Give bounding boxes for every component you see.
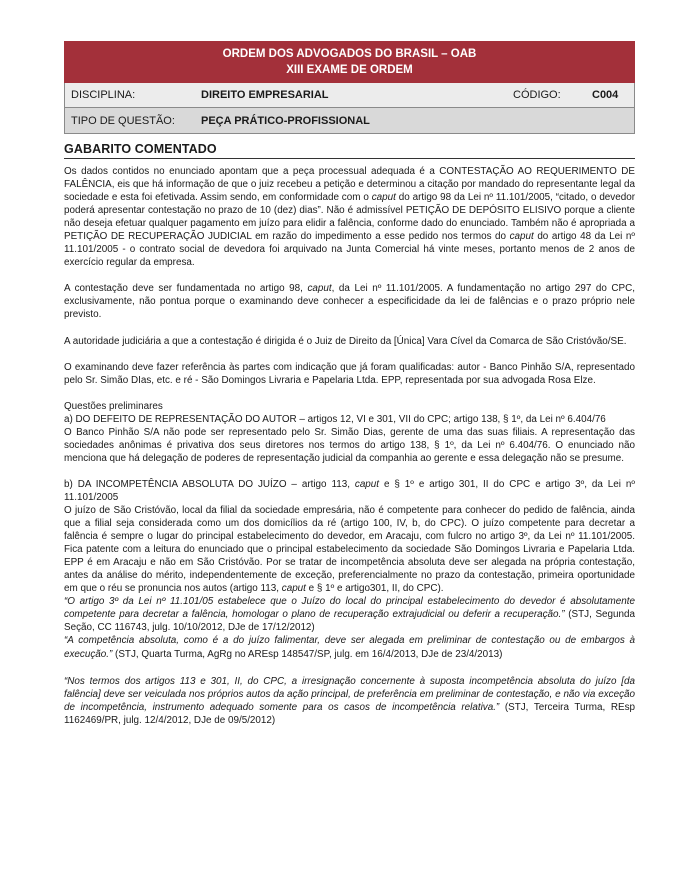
header-exam: XIII EXAME DE ORDEM <box>286 64 413 76</box>
preliminaries-title: Questões preliminares <box>64 400 163 412</box>
question-type-row <box>64 108 635 134</box>
paragraph-piece: Os dados contidos no enunciado apontam que a peça processual adequada é a CONTESTAÇÃO AO REQUERIMENTO DE FALÊNCIA, eis que há informação de que o juiz recebeu a petição e determinou a citação por mandado do representante legal da sociedade e esta foi efetivada. Assim sendo, em conformidade com o caput do artigo 98 da Lei nº 11.101/2005, “citado, o devedor poderá apresentar contestação no prazo de 10 (dez) dias”. Não é admissível PETIÇÃO DE DEPÓSITO ELISIVO porque a cliente não deseja efetuar qualquer pagamento em juízo para elidir a falência, conforme dado do enunciado. Também não é apropriada a PETIÇÃO DE RECUPERAÇÃO JUDICIAL em razão do impedimento a esse pedido nos termos do caput do artigo 48 da Lei nº 11.101/2005 - o contrato social de devedora foi arquivado na Junta Comercial há vinte meses, portanto menos de 2 anos de exercício regular da empresa. <box>64 166 635 269</box>
discipline-row <box>64 83 635 108</box>
quote-2: “A competência absoluta, como é a do juízo falimentar, deve ser alegada em preliminar de contestação ou de embargos à execução.” (STJ, Quarta Turma, AgRg no AREsp 148547/SP, julg. em 16/4/2013, DJe de 23/4/2013) <box>64 635 635 660</box>
question-type-value: PEÇA PRÁTICO-PROFISSIONAL <box>201 114 370 127</box>
preliminary-a-title: a) DO DEFEITO DE REPRESENTAÇÃO DO AUTOR – artigos 12, VI e 301, VII do CPC; artigo 138, § 1º, da Lei nº 6.404/76 <box>64 413 606 425</box>
exam-sheet <box>64 41 635 727</box>
header-org: ORDEM DOS ADVOGADOS DO BRASIL – OAB <box>222 48 477 60</box>
preliminary-b-text: O juízo de São Cristóvão, local da filial da sociedade empresária, não é competente para conhecer do pedido de falência, ainda que a filial seja considerada como um dos domicílios da ré (artigo 100, IV, b, do CPC). O juízo competente para decretar a falência é sempre o lugar do principal estabelecimento do devedor, em Aracaju, com fulcro no artigo 3º, da Lei nº 11.101/2005. Fica patente com a leitura do enunciado que o principal estabelecimento da sociedade São Domingos Livraria e Papelaria Ltda. EPP é em Aracaju e não em São Cristóvão. Por se tratar de incompetência absoluta deve ser alegada na própria contestação, antes da análise do mérito, independentemente de exceção, preferencialmente no prazo da contestação, primeira oportunidade em que o réu se pronuncia nos autos (artigo 113, caput e § 1º e artigo301, II, do CPC). <box>64 504 635 595</box>
discipline-label: DISCIPLINA: <box>71 89 136 101</box>
preliminary-b-title: b) DA INCOMPETÊNCIA ABSOLUTA DO JUÍZO – artigo 113, caput e § 1º e artigo 301, II do CPC e artigo 3º, da Lei nº 11.101/2005 <box>64 478 635 503</box>
exam-header <box>64 41 635 83</box>
paragraph-authority: A autoridade judiciária a que a contestação é dirigida é o Juiz de Direito da [Única] Vara Cível da Comarca de São Cristóvão/SE. <box>64 335 627 347</box>
section-title: GABARITO COMENTADO <box>64 142 635 159</box>
quote-1: “O artigo 3º da Lei nº 11.101/05 estabelece que o Juízo do local do principal estabelecimento do devedor é absolutamente competente para decretar a falência, homologar o plano de recuperação extrajudicial ou deferir a recuperação.” (STJ, Segunda Seção, CC 116743, julg. 10/10/2012, DJe de 17/12/2012) <box>64 596 635 634</box>
paragraph-parties: O examinando deve fazer referência às partes com indicação que já foram qualificadas: autor - Banco Pinhão S/A, representado pelo Sr. Simão DIas, etc. e ré - São Domingos Livraria e Papelaria Ltda. EPP, representada por sua advogada Rosa Elze. <box>64 361 635 386</box>
answer-body <box>64 165 635 727</box>
code-value: C004 <box>592 89 619 101</box>
paragraph-foundation: A contestação deve ser fundamentada no artigo 98, caput, da Lei nº 11.101/2005. A fundamentação no artigo 297 do CPC, exclusivamente, não pontua porque o examinando deve conhecer a especificidade da lei de falências e o prazo próprio nele previsto. <box>64 283 636 321</box>
question-type-label: TIPO DE QUESTÃO: <box>71 114 175 127</box>
quote-3: “Nos termos dos artigos 113 e 301, II, do CPC, a irresignação concernente à suposta incompetência absoluta do juízo [da falência] deve ser veiculada nos próprios autos da ação principal, de preferência em preliminar de contestação, e não via exceção de incompetência, instrumento adequado somente para os casos de incompetência relativa.” (STJ, Terceira Turma, REsp 1162469/PR, julg. 12/4/2012, DJe de 09/5/2012) <box>64 675 635 726</box>
preliminary-a-text: O Banco Pinhão S/A não pode ser representado pelo Sr. Simão Dias, gerente de uma das suas filiais. A representação das sociedades anônimas é privativa dos seus diretores nos termos do artigo 138, § 1º, da Lei nº 6.404/76. O enunciado não menciona que há delegação de poderes de representação judicial da companhia ao gerente e essa delegação não se presume. <box>64 426 635 464</box>
discipline-value: DIREITO EMPRESARIAL <box>201 89 329 101</box>
code-label: CÓDIGO: <box>513 89 561 101</box>
